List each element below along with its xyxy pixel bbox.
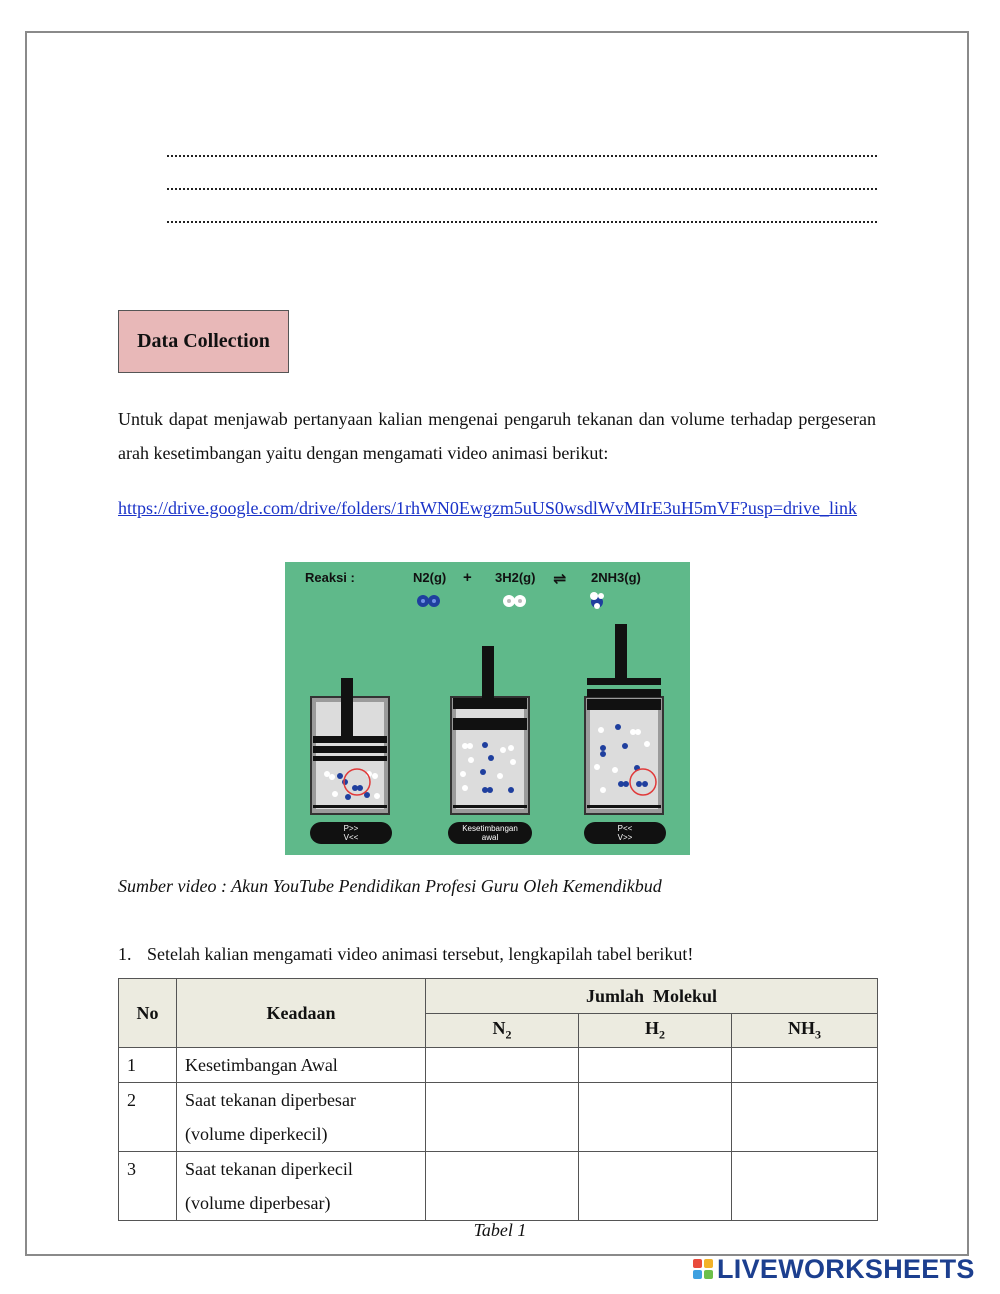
row-3-nh3-cell[interactable]: [732, 1152, 878, 1221]
product-nh3: 2NH3(g): [591, 570, 641, 585]
row-2-no-text: 2: [127, 1090, 136, 1110]
row-3-keadaan: [177, 1152, 426, 1221]
row-2-nh3-cell[interactable]: [732, 1083, 878, 1152]
illustration-svg: [285, 562, 690, 855]
row-1-keadaan-text: Kesetimbangan Awal: [185, 1055, 338, 1075]
row-2-h2-cell[interactable]: [579, 1083, 732, 1152]
reactant-n2: N2(g): [413, 570, 447, 585]
container-3-label-line1: P<<: [617, 824, 633, 833]
container-2-label-line2: awal: [481, 833, 499, 842]
brand-text: LIVEWORKSHEETS: [717, 1253, 975, 1284]
table-row: [119, 1083, 878, 1152]
section-title: Data Collection: [137, 330, 270, 352]
brand-square-4: [704, 1270, 713, 1279]
header-jumlah-molekul: Jumlah Molekul: [426, 979, 878, 1014]
row-2-keadaan: [177, 1083, 426, 1152]
row-3-keadaan-line2: (volume diperbesar): [185, 1193, 331, 1213]
row-2-no: [119, 1083, 177, 1152]
table-caption: Tabel 1: [473, 1220, 527, 1240]
intro-paragraph: Untuk dapat menjawab pertanyaan kalian mengenai pengaruh tekanan dan volume terhadap pergeseran arah kesetimbangan yaitu dengan mengamati video animasi berikut:: [118, 409, 876, 463]
answer-line-1[interactable]: [167, 143, 877, 157]
question-text: Setelah kalian mengamati video animasi tersebut, lengkapilah tabel berikut!: [147, 944, 694, 964]
answer-line-2[interactable]: [167, 176, 877, 190]
source-caption: Sumber video : Akun YouTube Pendidikan Profesi Guru Oleh Kemendikbud: [118, 876, 662, 896]
header-nh3-label: $NH_3$: [788, 1018, 821, 1042]
header-h2-label: $H_2$: [644, 1018, 665, 1042]
row-1-nh3-cell[interactable]: [732, 1048, 878, 1083]
answer-line-3[interactable]: [167, 209, 877, 223]
section-title-box: [118, 310, 289, 373]
row-1-no-text: 1: [127, 1055, 136, 1075]
brand-square-2: [704, 1259, 713, 1268]
brand-square-1: [693, 1259, 702, 1268]
reaction-illustration: [285, 562, 690, 855]
header-keadaan: Keadaan: [177, 979, 426, 1048]
header-no: No: [119, 979, 177, 1048]
row-1-n2-cell[interactable]: [426, 1048, 579, 1083]
container-2-label-line1: Kesetimbangan: [462, 824, 518, 833]
row-1-no: [119, 1048, 177, 1083]
container-1-label-line2: V<<: [343, 833, 359, 842]
row-3-n2-cell[interactable]: [426, 1152, 579, 1221]
header-n2: [426, 1014, 579, 1048]
brand-square-3: [693, 1270, 702, 1279]
table-row: [119, 1152, 878, 1221]
question-1: [118, 944, 693, 965]
liveworksheets-logo: [693, 1254, 975, 1284]
header-h2: [579, 1014, 732, 1048]
question-number: 1.: [118, 944, 132, 964]
container-1-label-line1: P>>: [343, 824, 359, 833]
liveworksheets-mark-icon: [693, 1259, 713, 1279]
reactant-h2: 3H2(g): [495, 570, 536, 585]
row-3-no: [119, 1152, 177, 1221]
reaction-label: Reaksi :: [305, 570, 355, 585]
row-3-keadaan-line1: Saat tekanan diperkecil: [185, 1159, 353, 1179]
row-2-keadaan-line1: Saat tekanan diperbesar: [185, 1090, 356, 1110]
container-3-label-line2: V>>: [617, 833, 633, 842]
row-2-n2-cell[interactable]: [426, 1083, 579, 1152]
table-row: [119, 1048, 878, 1083]
equilibrium-arrow: ⇌: [553, 569, 567, 588]
plus-sign: +: [463, 569, 472, 586]
row-3-h2-cell[interactable]: [579, 1152, 732, 1221]
row-1-h2-cell[interactable]: [579, 1048, 732, 1083]
header-nh3: [732, 1014, 878, 1048]
row-3-no-text: 3: [127, 1159, 136, 1179]
header-n2-label: $N_2$: [492, 1018, 512, 1042]
video-link[interactable]: https://drive.google.com/drive/folders/1rhWN0Ewgzm5uUS0wsdlWvMIrE3uH5mVF?usp=drive_link: [118, 498, 858, 518]
row-2-keadaan-line2: (volume diperkecil): [185, 1124, 328, 1144]
row-1-keadaan: [177, 1048, 426, 1083]
molecule-table: [118, 978, 878, 1221]
